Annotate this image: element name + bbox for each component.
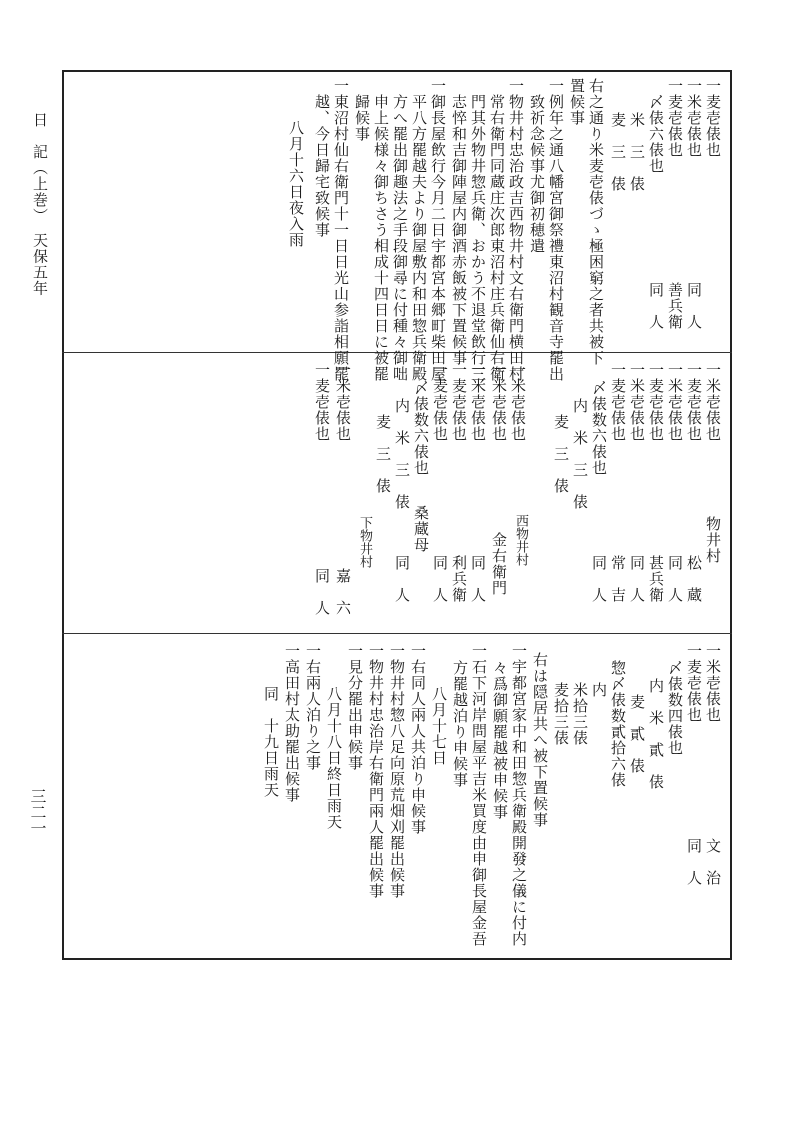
name-cell: 文 治 (704, 838, 722, 886)
entry-line: 麦拾三俵 (552, 682, 570, 746)
entry-line: 一高田村太助罷出候事 (283, 643, 301, 803)
entry-line: 一米壱俵也 (704, 643, 722, 723)
name-cell: 同 人 (666, 555, 684, 603)
entry-line: 一米壱俵也 (469, 362, 487, 442)
entry-line: 〆俵数六俵也 (590, 380, 608, 476)
entry-line: 右は隠居共へ被下置候事 (531, 652, 549, 828)
entry-line: 一物井村忠治政吉西物井村文右衛門横田村 (507, 78, 525, 382)
entry-line: 一物井村忠治岸右衛門兩人罷出候事 (367, 643, 385, 899)
name-cell: 同 人 (431, 555, 449, 603)
entry-line: 一麦壱俵也 (609, 362, 627, 442)
entry-line: 常右衛門同蔵庄次郎東沼村庄兵衛仙右衛 (488, 94, 506, 382)
name-cell: 同 人 (590, 555, 608, 603)
entry-line: 一麦壱俵也 (685, 643, 703, 723)
entry-line: 一米壱俵也 (685, 78, 703, 158)
entry-line: 内 米 三 俵 (571, 398, 589, 510)
name-cell: 嘉 六 (334, 568, 352, 616)
entry-line: 右之通り米麦壱俵づゝ極困窮之者共被下 (587, 78, 605, 366)
entry-line: 一麦壱俵也 (685, 362, 703, 442)
name-cell: 同 人 (647, 282, 665, 330)
entry-line: 一米壱俵也 (490, 362, 508, 442)
entry-line: 〆俵数六俵也 (412, 380, 430, 476)
name-cell: 同 人 (313, 568, 331, 616)
date-line: 同 十九日雨天 (262, 686, 280, 798)
entry-line: 麦 三 俵 (552, 414, 570, 494)
entry-line: 麦 三 俵 (609, 112, 627, 192)
entry-line: 〆俵数四俵也 (666, 660, 684, 756)
entry-line: 惣〆俵数貳拾六俵 (609, 660, 627, 788)
entry-line: 一東沼村仙右衛門十一日日光山参詣相願罷 (332, 78, 350, 382)
entry-line: 歸候事 (353, 94, 371, 142)
entry-line: 平八方罷越夫より御屋敷内和田惣兵衛殿 (410, 94, 428, 382)
name-cell: 善兵衛 (666, 282, 684, 330)
entry-line: 々爲御願罷越被申候事 (491, 660, 509, 820)
entry-line: 一右兩人泊り之事 (304, 643, 322, 771)
entry-line: 申上候様々御ちさう相成十四日日に被罷 (372, 94, 390, 382)
date-line: 八月十六日夜入雨 (287, 120, 305, 248)
entry-line: 一宇都宮家中和田惣兵衛殿開發之儀に付内 (510, 643, 528, 947)
entry-line: 一麦壱俵也 (647, 362, 665, 442)
entry-line: 方へ罷出御趣法之手段御尋に付種々御咄 (391, 94, 409, 382)
entry-line: 一麦壱俵也 (313, 362, 331, 442)
name-cell: 同 人 (393, 555, 411, 603)
name-cell: 同 人 (685, 282, 703, 330)
name-cell: 西物井村 (513, 514, 528, 566)
entry-line: 一米壱俵也 (628, 362, 646, 442)
entry-line: 一右同人兩人共泊り申候事 (409, 643, 427, 835)
running-title: 日 記（上巻） 天保五年 (31, 112, 49, 297)
entry-line: 一麦壱俵也 (431, 362, 449, 442)
entry-line: 麦 貳 俵 (628, 694, 646, 774)
entry-line: 内 米 三 俵 (393, 398, 411, 510)
entry-line: 方罷越泊り申候事 (451, 660, 469, 788)
entry-line: 一米壱俵也 (666, 362, 684, 442)
entry-line: 志悴和吉御陣屋内御酒赤飯被下置候事 (450, 94, 468, 366)
section-divider-2 (62, 633, 732, 634)
entry-line: 一米壱俵也 (509, 362, 527, 442)
entry-line: 一御長屋飲行今月二日宇都宮本郷町柴田屋 (429, 78, 447, 382)
name-cell: 松 蔵 (685, 555, 703, 603)
entry-line: 門其外物井惣兵衛、おかう不退堂飲行三 (469, 94, 487, 382)
entry-line: 一米壱俵也 (334, 362, 352, 442)
name-cell: 常 吉 (609, 555, 627, 603)
name-cell: 利兵衛 (450, 555, 468, 603)
entry-line: 置候事 (568, 78, 586, 126)
entry-line: 一例年之通八幡宮御祭禮東沼村観音寺罷出 (547, 78, 565, 382)
name-cell: 同 人 (628, 555, 646, 603)
name-cell: 桑蔵母 (412, 505, 430, 553)
entry-line: 一米壱俵也 (704, 362, 722, 442)
date-line: 八月十七日 (430, 686, 448, 766)
entry-line: 麦 三 俵 (374, 414, 392, 494)
entry-line: 一麦壱俵也 (666, 78, 684, 158)
name-cell: 金右衛門 (490, 532, 508, 596)
entry-line: 内 (590, 682, 608, 698)
entry-line: 一麦壱俵也 (450, 362, 468, 442)
entry-line: 米 三 俵 (628, 112, 646, 192)
entry-line: 越、今日歸宅致候事 (313, 94, 331, 238)
entry-line: 一見分罷出申候事 (346, 643, 364, 771)
name-cell: 物井村 (704, 516, 722, 564)
page-number: 三二一 (28, 788, 47, 836)
entry-line: 一石下河岸問屋平吉米買度由申御長屋金吾 (470, 643, 488, 947)
entry-line: 内 米 貳 俵 (647, 678, 665, 790)
entry-line: 一麦壱俵也 (704, 78, 722, 158)
entry-line: 米拾三俵 (571, 682, 589, 746)
name-cell: 甚兵衛 (647, 555, 665, 603)
entry-line: 〆俵六俵也 (647, 94, 665, 174)
name-cell: 下物井村 (357, 516, 372, 568)
entry-line: 致祈念候事尤御初穂遣 (528, 94, 546, 254)
name-cell: 同 人 (685, 838, 703, 886)
entry-line: 一物井村惣八足向原荒畑刈罷出候事 (388, 643, 406, 899)
name-cell: 同 人 (469, 555, 487, 603)
date-line: 八月十八日終日雨天 (325, 686, 343, 830)
